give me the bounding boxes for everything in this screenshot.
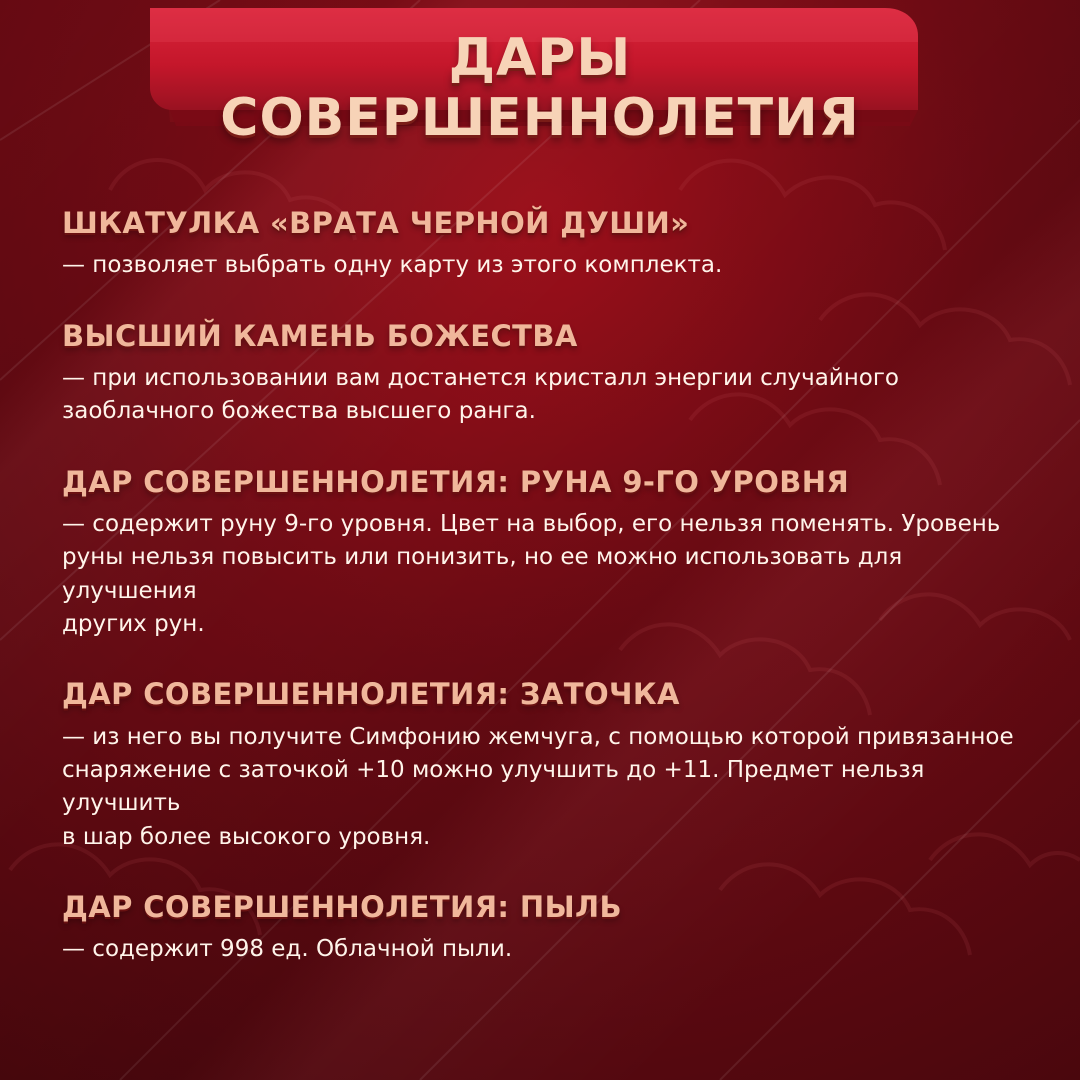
item-description: — позволяет выбрать одну карту из этого комплекта. — [62, 252, 723, 279]
item-title: ДАР СОВЕРШЕННОЛЕТИЯ: ПЫЛЬ — [62, 890, 623, 925]
gift-list — [62, 208, 1022, 1005]
item-description: — из него вы получите Симфонию жемчуга, с помощью которой привязанное снаряжение с заточкой +10 можно улучшить до +11. Предмет нельзя улучшить в шар более высокого уровня. — [62, 723, 1014, 850]
item-title: ВЫСШИЙ КАМЕНЬ БОЖЕСТВА — [62, 318, 578, 353]
item-description: — содержит 998 ед. Облачной пыли. — [62, 936, 513, 963]
page-title: ДАРЫ СОВЕРШЕННОЛЕТИЯ — [220, 28, 860, 148]
item-title: ШКАТУЛКА «ВРАТА ЧЕРНОЙ ДУШИ» — [62, 206, 690, 240]
item-description: — содержит руну 9-го уровня. Цвет на выбор, его нельзя поменять. Уровень руны нельзя повысить или понизить, но ее можно использовать для улучшения других рун. — [62, 510, 1001, 637]
list-item-pyl — [62, 892, 1022, 967]
item-title: ДАР СОВЕРШЕННОЛЕТИЯ: ЗАТОЧКА — [62, 677, 680, 712]
list-item-runa — [62, 464, 1022, 642]
header-banner — [150, 0, 930, 148]
item-description: — при использовании вам достанется кристалл энергии случайного заоблачного божества высшего ранга. — [62, 364, 900, 425]
item-title: ДАР СОВЕРШЕННОЛЕТИЯ: РУНА 9-ГО УРОВНЯ — [62, 464, 850, 499]
list-item-shkatulka — [62, 208, 1022, 283]
list-item-vysshiy-kamen — [62, 318, 1022, 429]
list-item-zatochka — [62, 679, 1022, 854]
